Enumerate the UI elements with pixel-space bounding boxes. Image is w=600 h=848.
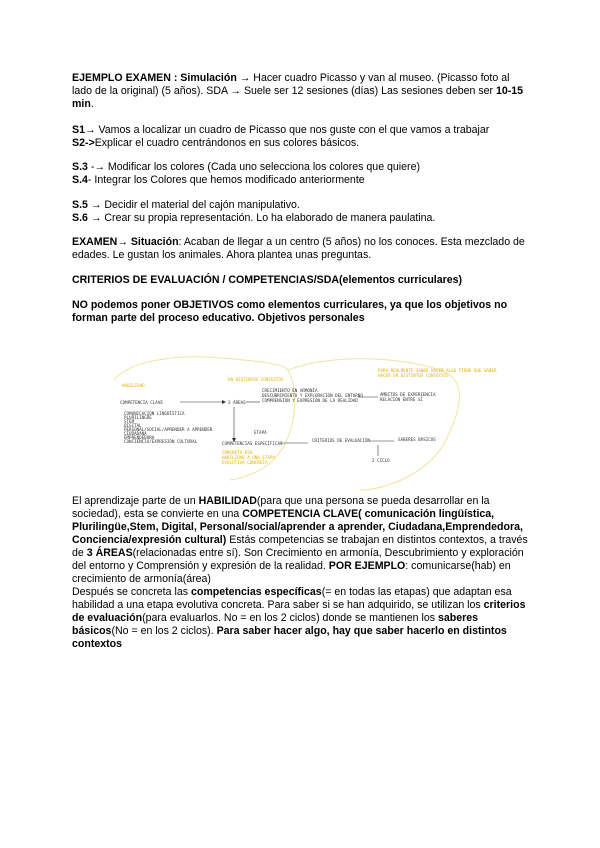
paragraph-explicacion: El aprendizaje parte de un HABILIDAD(para que una persona se pueda desarrollar en la sociedad), esta se convierte en una COMPETENCIA CLAVE( comunicación lingüística, Plurilingüe,Stem, Digital, Personal/social/aprender a aprender, Ciudadana,Emprendedora, Conciencia/expresión cultural) Estás competencias se trabajan en distintos contextos, a través de 3 ÁREAS(relacionadas entre sí). Son Crecimiento en armonía, Descubrimiento y exploración del entorno y Comprensión y expresión de la realidad. POR EJEMPLO: comunicarse(hab) en crecimiento de armonía(área) Después se concreta las competencias específicas(= en todas las etapas) que adaptan esa habilidad a una etapa evolutiva concreta. Para saber si se han adquirido, se utilizan los criterios de evaluación(para evaluarlos. No = en los 2 ciclos) donde se mantienen los saberes básicos(No = en los 2 ciclos). Para saber hacer algo, hay que saber hacerlo en distintos contextos: [72, 495, 528, 650]
sessions-block-1: [72, 124, 532, 150]
ciclo-label: 2 CICLO: [372, 458, 390, 463]
svg-text:CONCIENCIA/EXPRESIÓN CULTURAL: CONCIENCIA/EXPRESIÓN CULTURAL: [124, 439, 198, 444]
session-line: S.6 → Crear su propia representación. Lo ha elaborado de manera paulatina.: [72, 212, 436, 224]
svg-text:PERSONAL/SOCIAL/APRENDER A APR: PERSONAL/SOCIAL/APRENDER A APRENDER: [124, 427, 213, 432]
session-line: S.5 → Decidir el material del cajón manipulativo.: [72, 199, 300, 211]
competencias-list: [124, 411, 213, 444]
saberes-label: SABERES BÁSICOS: [398, 437, 436, 442]
concept-map-svg: [110, 352, 530, 492]
bold-text: EJEMPLO EXAMEN : Simulación: [72, 72, 237, 84]
svg-text:COMUNICACIÓN LINGÜÍSTICA: COMUNICACIÓN LINGÜÍSTICA: [124, 411, 185, 416]
svg-text:EVOLUTIVA CONCRETA: EVOLUTIVA CONCRETA: [222, 460, 268, 465]
yellow-curve: [288, 359, 459, 490]
svg-text:HACER EN DISTINTOS CONTEXTOS: HACER EN DISTINTOS CONTEXTOS: [378, 373, 449, 378]
sessions-block-3: [72, 199, 532, 225]
criterios-label: CRITERIOS DE EVALUACIÓN: [312, 438, 370, 443]
competencias-especificas-label: COMPETENCIAS ESPECÍFICAS: [222, 441, 283, 446]
session-line: S.4- Integrar los Colores que hemos modificado anteriormente: [72, 174, 365, 186]
session-line: S1→ Vamos a localizar un cuadro de Picasso que nos guste con el que vamos a trabajar: [72, 124, 490, 136]
svg-text:CONCRETA ESA: CONCRETA ESA: [222, 450, 253, 455]
svg-text:DESCUBRIMIENTO Y EXPLORACIÓN D: DESCUBRIMIENTO Y EXPLORACIÓN DEL ENTORNO: [262, 393, 363, 398]
competencia-clave-label: COMPETENCIA CLAVE: [120, 400, 163, 405]
paragraph-examen-situacion: EXAMEN→ Situación: Acaban de llegar a un centro (5 años) no los conoces. Esta mezclado de edades. Le gustan los animales. Ahora plantea unas preguntas.: [72, 236, 525, 261]
arrowhead: [222, 400, 226, 404]
habilidad-label: HABILIDAD: [122, 383, 145, 388]
svg-text:COMPRENSIÓN Y EXPRESIÓN DE LA: COMPRENSIÓN Y EXPRESIÓN DE LA REALIDAD: [262, 398, 358, 403]
criterios-heading: CRITERIOS DE EVALUACIÓN / COMPETENCIAS/SDA(elementos curriculares): [72, 274, 463, 286]
etapa-label: ETAPA: [254, 430, 267, 435]
areas-label: 3 ÁREAS: [228, 400, 246, 405]
svg-text:RELACIÓN ENTRE SÍ: RELACIÓN ENTRE SÍ: [380, 397, 423, 402]
svg-text:HABILIDAD A UNA ETAPA: HABILIDAD A UNA ETAPA: [222, 455, 275, 460]
contextos-label: EN DISTINTOS CONTEXTOS: [228, 377, 284, 382]
paragraph-ejemplo-examen: EJEMPLO EXAMEN : Simulación → Hacer cuadro Picasso y van al museo. (Picasso foto al lado de la original) (5 años). SDA → Suele ser 12 sesiones (días) Las sesiones deben ser 10-15 min.: [72, 72, 524, 110]
session-line: S2->Explicar el cuadro centrándonos en sus colores básicos.: [72, 137, 360, 149]
svg-text:ÁMBITOS DE EXPERIENCIA: ÁMBITOS DE EXPERIENCIA: [380, 392, 436, 397]
saber-hacer-note: PARA REALMENTE SABER HACER ALGO TIENE QUE SABER: [378, 368, 497, 373]
svg-text:CIUDADANA: CIUDADANA: [124, 431, 147, 436]
svg-text:CRECIMIENTO EN ARMONÍA: CRECIMIENTO EN ARMONÍA: [262, 388, 318, 393]
svg-text:DIGITAL: DIGITAL: [124, 423, 142, 428]
svg-text:STEM: STEM: [124, 419, 135, 424]
svg-text:EMPRENDEDORA: EMPRENDEDORA: [124, 435, 155, 440]
concept-map-diagram: [110, 352, 530, 492]
session-line: S.3 -→ Modificar los colores (Cada uno selecciona los colores que quiere): [72, 161, 421, 173]
no-objetivos-note: NO podemos poner OBJETIVOS como elementos curriculares, ya que los objetivos no forman parte del proceso educativo. Objetivos personales: [72, 299, 508, 324]
sessions-block-2: [72, 161, 532, 187]
svg-text:PLURILINGÜE: PLURILINGÜE: [124, 415, 152, 420]
